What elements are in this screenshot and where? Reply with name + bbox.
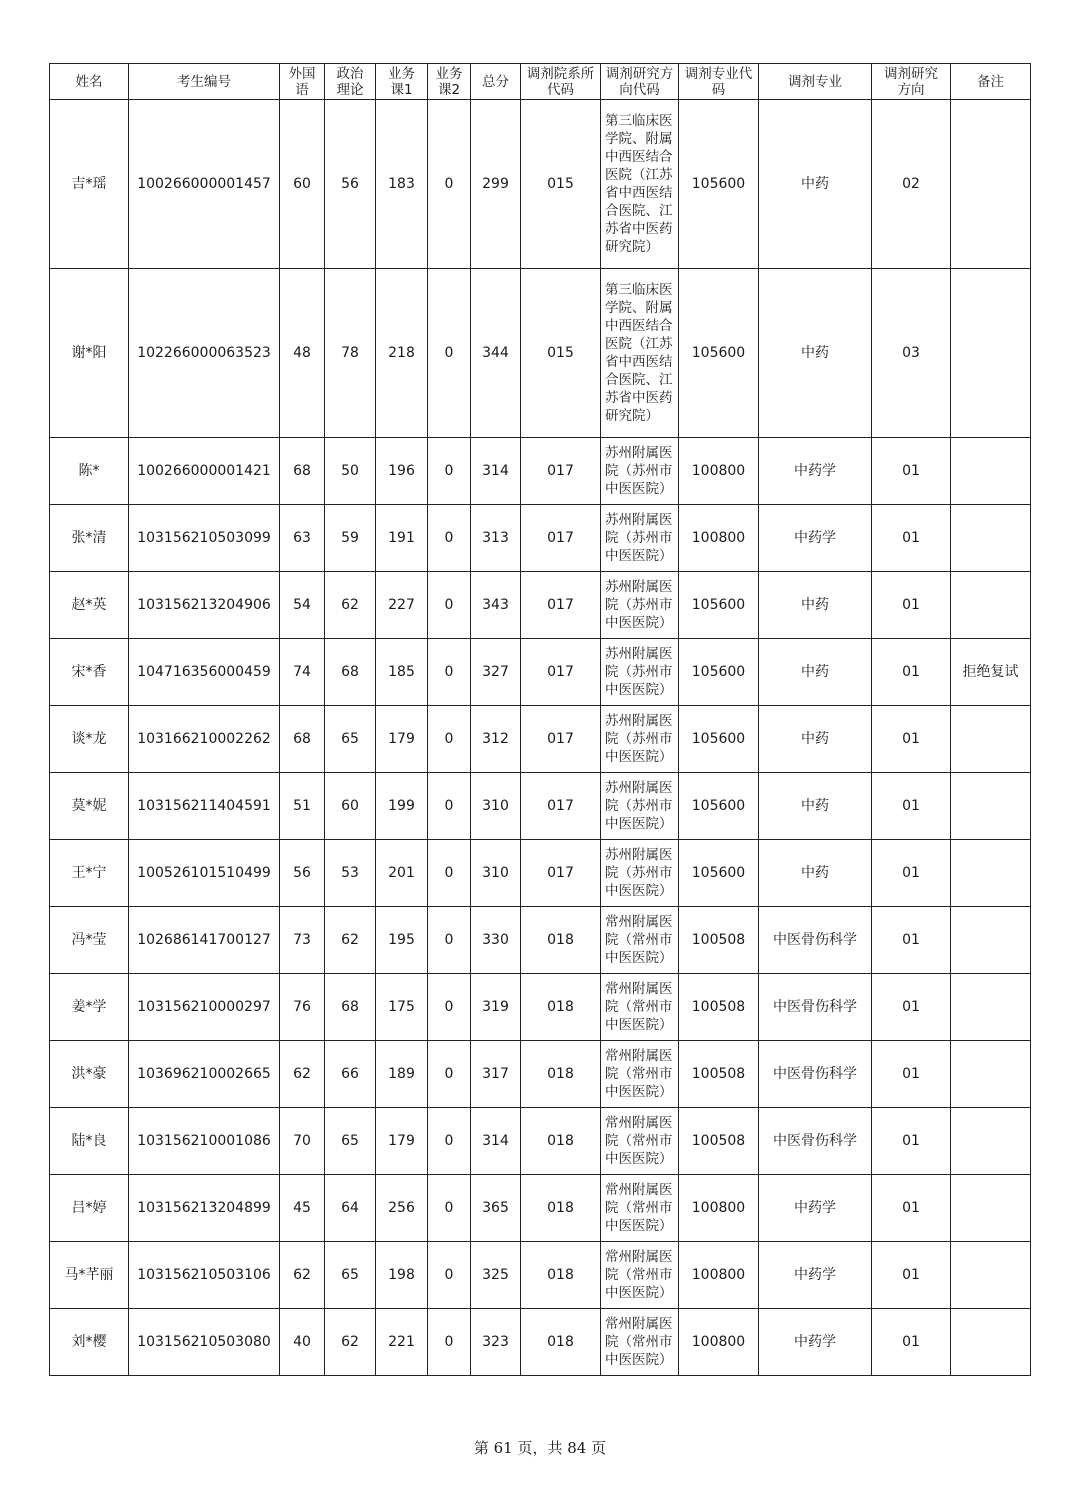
cell-name: 谈*龙	[50, 706, 129, 773]
cell-foreign-language: 62	[280, 1242, 325, 1309]
cell-direction: 01	[872, 840, 951, 907]
cell-department: 常州附属医院（常州市中医医院）	[601, 1309, 679, 1376]
cell-major: 中药	[759, 840, 872, 907]
cell-candidate-id: 103156213204899	[129, 1175, 280, 1242]
cell-name: 莫*妮	[50, 773, 129, 840]
cell-department: 苏州附属医院（苏州市中医医院）	[601, 505, 679, 572]
table-row	[50, 639, 1031, 706]
cell-subject-1: 196	[376, 438, 428, 505]
table-row	[50, 1309, 1031, 1376]
cell-remarks	[951, 706, 1031, 773]
cell-candidate-id: 104716356000459	[129, 639, 280, 706]
cell-major: 中药学	[759, 1309, 872, 1376]
cell-subject-1: 227	[376, 572, 428, 639]
cell-dept-code: 017	[521, 505, 601, 572]
cell-candidate-id: 102686141700127	[129, 907, 280, 974]
cell-total: 310	[471, 773, 521, 840]
cell-subject-2: 0	[428, 1041, 471, 1108]
cell-subject-1: 221	[376, 1309, 428, 1376]
cell-name: 陈*	[50, 438, 129, 505]
cell-department: 第三临床医学院、附属中西医结合医院（江苏省中西医结合医院、江苏省中医药研究院）	[601, 100, 679, 269]
cell-subject-2: 0	[428, 1309, 471, 1376]
table-row	[50, 1108, 1031, 1175]
cell-politics: 50	[325, 438, 376, 505]
cell-major-code: 105600	[679, 706, 759, 773]
cell-politics: 64	[325, 1175, 376, 1242]
cell-total: 327	[471, 639, 521, 706]
cell-politics: 68	[325, 974, 376, 1041]
cell-major-code: 100508	[679, 907, 759, 974]
cell-remarks	[951, 974, 1031, 1041]
cell-foreign-language: 54	[280, 572, 325, 639]
header-direction: 调剂研究方向	[872, 64, 951, 100]
cell-politics: 53	[325, 840, 376, 907]
cell-dept-code: 018	[521, 907, 601, 974]
cell-total: 313	[471, 505, 521, 572]
cell-major: 中医骨伤科学	[759, 1041, 872, 1108]
cell-total: 344	[471, 269, 521, 438]
cell-remarks	[951, 1108, 1031, 1175]
cell-foreign-language: 76	[280, 974, 325, 1041]
cell-total: 325	[471, 1242, 521, 1309]
cell-direction: 01	[872, 1175, 951, 1242]
cell-major: 中药学	[759, 505, 872, 572]
cell-politics: 62	[325, 1309, 376, 1376]
table-row	[50, 438, 1031, 505]
cell-total: 365	[471, 1175, 521, 1242]
cell-candidate-id: 103156211404591	[129, 773, 280, 840]
cell-subject-2: 0	[428, 438, 471, 505]
cell-major: 中药学	[759, 438, 872, 505]
cell-subject-2: 0	[428, 572, 471, 639]
cell-subject-1: 179	[376, 1108, 428, 1175]
cell-name: 吕*婷	[50, 1175, 129, 1242]
cell-name: 张*清	[50, 505, 129, 572]
cell-candidate-id: 102266000063523	[129, 269, 280, 438]
cell-politics: 65	[325, 1108, 376, 1175]
cell-politics: 65	[325, 1242, 376, 1309]
cell-subject-1: 218	[376, 269, 428, 438]
cell-direction: 01	[872, 1041, 951, 1108]
cell-foreign-language: 73	[280, 907, 325, 974]
header-subject-2: 业务课2	[428, 64, 471, 100]
cell-total: 314	[471, 1108, 521, 1175]
cell-name: 宋*香	[50, 639, 129, 706]
cell-department: 常州附属医院（常州市中医医院）	[601, 1041, 679, 1108]
table-row	[50, 505, 1031, 572]
cell-foreign-language: 45	[280, 1175, 325, 1242]
cell-name: 赵*英	[50, 572, 129, 639]
cell-subject-2: 0	[428, 1108, 471, 1175]
header-total: 总分	[471, 64, 521, 100]
cell-direction: 03	[872, 269, 951, 438]
cell-major-code: 105600	[679, 840, 759, 907]
table-row	[50, 907, 1031, 974]
cell-major: 中药	[759, 572, 872, 639]
cell-dept-code: 018	[521, 1309, 601, 1376]
cell-major-code: 100800	[679, 1309, 759, 1376]
cell-candidate-id: 103156210000297	[129, 974, 280, 1041]
cell-direction: 01	[872, 1242, 951, 1309]
header-foreign-language: 外国语	[280, 64, 325, 100]
cell-foreign-language: 48	[280, 269, 325, 438]
cell-politics: 56	[325, 100, 376, 269]
cell-department: 常州附属医院（常州市中医医院）	[601, 974, 679, 1041]
cell-department: 苏州附属医院（苏州市中医医院）	[601, 840, 679, 907]
cell-subject-1: 199	[376, 773, 428, 840]
header-remarks: 备注	[951, 64, 1031, 100]
cell-major-code: 105600	[679, 773, 759, 840]
cell-name: 冯*莹	[50, 907, 129, 974]
cell-direction: 02	[872, 100, 951, 269]
cell-total: 310	[471, 840, 521, 907]
cell-foreign-language: 56	[280, 840, 325, 907]
cell-name: 吉*瑶	[50, 100, 129, 269]
cell-name: 谢*阳	[50, 269, 129, 438]
admission-table	[49, 63, 1031, 1376]
header-dept-code: 调剂院系所代码	[521, 64, 601, 100]
cell-candidate-id: 103156213204906	[129, 572, 280, 639]
cell-department: 常州附属医院（常州市中医医院）	[601, 907, 679, 974]
cell-remarks	[951, 773, 1031, 840]
cell-candidate-id: 103166210002262	[129, 706, 280, 773]
cell-foreign-language: 60	[280, 100, 325, 269]
table-row	[50, 706, 1031, 773]
cell-politics: 62	[325, 907, 376, 974]
cell-remarks	[951, 269, 1031, 438]
cell-remarks	[951, 438, 1031, 505]
cell-subject-2: 0	[428, 974, 471, 1041]
cell-department: 苏州附属医院（苏州市中医医院）	[601, 639, 679, 706]
cell-total: 317	[471, 1041, 521, 1108]
cell-foreign-language: 68	[280, 438, 325, 505]
cell-direction: 01	[872, 505, 951, 572]
cell-dept-code: 017	[521, 773, 601, 840]
cell-dept-code: 015	[521, 269, 601, 438]
header-subject-1: 业务课1	[376, 64, 428, 100]
cell-total: 299	[471, 100, 521, 269]
cell-dept-code: 017	[521, 840, 601, 907]
cell-foreign-language: 63	[280, 505, 325, 572]
cell-total: 312	[471, 706, 521, 773]
cell-name: 陆*良	[50, 1108, 129, 1175]
cell-name: 刘*樱	[50, 1309, 129, 1376]
cell-major-code: 100800	[679, 438, 759, 505]
cell-foreign-language: 40	[280, 1309, 325, 1376]
cell-major-code: 100508	[679, 974, 759, 1041]
cell-major: 中药学	[759, 1242, 872, 1309]
cell-department: 苏州附属医院（苏州市中医医院）	[601, 706, 679, 773]
cell-candidate-id: 103156210503080	[129, 1309, 280, 1376]
cell-major: 中医骨伤科学	[759, 1108, 872, 1175]
cell-total: 314	[471, 438, 521, 505]
cell-major: 中药	[759, 706, 872, 773]
cell-subject-2: 0	[428, 907, 471, 974]
cell-dept-code: 017	[521, 639, 601, 706]
cell-remarks	[951, 1309, 1031, 1376]
cell-major: 中医骨伤科学	[759, 907, 872, 974]
cell-total: 319	[471, 974, 521, 1041]
table-row	[50, 100, 1031, 269]
header-major-code: 调剂专业代码	[679, 64, 759, 100]
cell-remarks	[951, 505, 1031, 572]
cell-subject-1: 183	[376, 100, 428, 269]
cell-direction: 01	[872, 907, 951, 974]
cell-dept-code: 017	[521, 438, 601, 505]
cell-department: 常州附属医院（常州市中医医院）	[601, 1108, 679, 1175]
cell-department: 常州附属医院（常州市中医医院）	[601, 1175, 679, 1242]
cell-foreign-language: 70	[280, 1108, 325, 1175]
header-candidate-id: 考生编号	[129, 64, 280, 100]
cell-candidate-id: 103156210503099	[129, 505, 280, 572]
cell-subject-1: 191	[376, 505, 428, 572]
cell-major-code: 105600	[679, 572, 759, 639]
cell-remarks	[951, 1041, 1031, 1108]
table-row	[50, 269, 1031, 438]
cell-direction: 01	[872, 1108, 951, 1175]
cell-politics: 59	[325, 505, 376, 572]
cell-direction: 01	[872, 639, 951, 706]
table-row	[50, 773, 1031, 840]
cell-major: 中药	[759, 269, 872, 438]
cell-subject-2: 0	[428, 1175, 471, 1242]
cell-major: 中药	[759, 639, 872, 706]
table-row	[50, 1242, 1031, 1309]
cell-candidate-id: 100266000001457	[129, 100, 280, 269]
header-name: 姓名	[50, 64, 129, 100]
cell-remarks	[951, 100, 1031, 269]
cell-direction: 01	[872, 773, 951, 840]
cell-direction: 01	[872, 706, 951, 773]
header-major: 调剂专业	[759, 64, 872, 100]
cell-department: 苏州附属医院（苏州市中医医院）	[601, 572, 679, 639]
cell-politics: 78	[325, 269, 376, 438]
cell-subject-2: 0	[428, 269, 471, 438]
cell-major: 中医骨伤科学	[759, 974, 872, 1041]
cell-dept-code: 017	[521, 706, 601, 773]
cell-dept-code: 017	[521, 572, 601, 639]
cell-major-code: 100800	[679, 505, 759, 572]
cell-name: 姜*学	[50, 974, 129, 1041]
cell-remarks	[951, 1242, 1031, 1309]
cell-direction: 01	[872, 438, 951, 505]
cell-subject-1: 201	[376, 840, 428, 907]
cell-foreign-language: 51	[280, 773, 325, 840]
cell-politics: 60	[325, 773, 376, 840]
cell-remarks: 拒绝复试	[951, 639, 1031, 706]
cell-candidate-id: 100266000001421	[129, 438, 280, 505]
cell-major-code: 100800	[679, 1242, 759, 1309]
cell-subject-1: 175	[376, 974, 428, 1041]
cell-subject-1: 256	[376, 1175, 428, 1242]
cell-foreign-language: 62	[280, 1041, 325, 1108]
cell-subject-1: 198	[376, 1242, 428, 1309]
cell-subject-1: 189	[376, 1041, 428, 1108]
table-row	[50, 572, 1031, 639]
cell-politics: 66	[325, 1041, 376, 1108]
cell-name: 洪*豪	[50, 1041, 129, 1108]
cell-foreign-language: 68	[280, 706, 325, 773]
cell-direction: 01	[872, 1309, 951, 1376]
cell-candidate-id: 103696210002665	[129, 1041, 280, 1108]
cell-politics: 62	[325, 572, 376, 639]
table-row	[50, 1175, 1031, 1242]
cell-remarks	[951, 907, 1031, 974]
cell-subject-1: 195	[376, 907, 428, 974]
cell-major-code: 105600	[679, 269, 759, 438]
cell-subject-2: 0	[428, 1242, 471, 1309]
cell-department: 第三临床医学院、附属中西医结合医院（江苏省中西医结合医院、江苏省中医药研究院）	[601, 269, 679, 438]
cell-dept-code: 018	[521, 1108, 601, 1175]
cell-subject-2: 0	[428, 100, 471, 269]
cell-politics: 68	[325, 639, 376, 706]
cell-remarks	[951, 572, 1031, 639]
cell-major-code: 105600	[679, 639, 759, 706]
cell-total: 323	[471, 1309, 521, 1376]
cell-name: 王*宁	[50, 840, 129, 907]
header-direction-code: 调剂研究方向代码	[601, 64, 679, 100]
cell-dept-code: 015	[521, 100, 601, 269]
cell-major-code: 105600	[679, 100, 759, 269]
cell-subject-2: 0	[428, 639, 471, 706]
cell-major: 中药	[759, 773, 872, 840]
cell-subject-2: 0	[428, 706, 471, 773]
table-body	[50, 100, 1031, 1376]
cell-politics: 65	[325, 706, 376, 773]
cell-remarks	[951, 840, 1031, 907]
cell-total: 343	[471, 572, 521, 639]
table-row	[50, 1041, 1031, 1108]
cell-dept-code: 018	[521, 1242, 601, 1309]
cell-subject-1: 185	[376, 639, 428, 706]
cell-dept-code: 018	[521, 974, 601, 1041]
page-footer: 第 61 页，共 84 页	[473, 1439, 607, 1457]
header-politics: 政治理论	[325, 64, 376, 100]
header-row	[50, 64, 1031, 100]
cell-candidate-id: 103156210001086	[129, 1108, 280, 1175]
cell-subject-2: 0	[428, 840, 471, 907]
cell-remarks	[951, 1175, 1031, 1242]
cell-direction: 01	[872, 974, 951, 1041]
cell-subject-2: 0	[428, 505, 471, 572]
cell-candidate-id: 103156210503106	[129, 1242, 280, 1309]
cell-name: 马*芊丽	[50, 1242, 129, 1309]
cell-foreign-language: 74	[280, 639, 325, 706]
cell-dept-code: 018	[521, 1041, 601, 1108]
cell-major: 中药	[759, 100, 872, 269]
table-row	[50, 974, 1031, 1041]
cell-department: 苏州附属医院（苏州市中医医院）	[601, 773, 679, 840]
cell-dept-code: 018	[521, 1175, 601, 1242]
cell-total: 330	[471, 907, 521, 974]
cell-subject-2: 0	[428, 773, 471, 840]
cell-major-code: 100508	[679, 1108, 759, 1175]
cell-direction: 01	[872, 572, 951, 639]
table-row	[50, 840, 1031, 907]
cell-department: 苏州附属医院（苏州市中医医院）	[601, 438, 679, 505]
cell-major: 中药学	[759, 1175, 872, 1242]
cell-subject-1: 179	[376, 706, 428, 773]
cell-major-code: 100800	[679, 1175, 759, 1242]
cell-department: 常州附属医院（常州市中医医院）	[601, 1242, 679, 1309]
cell-major-code: 100508	[679, 1041, 759, 1108]
cell-candidate-id: 100526101510499	[129, 840, 280, 907]
